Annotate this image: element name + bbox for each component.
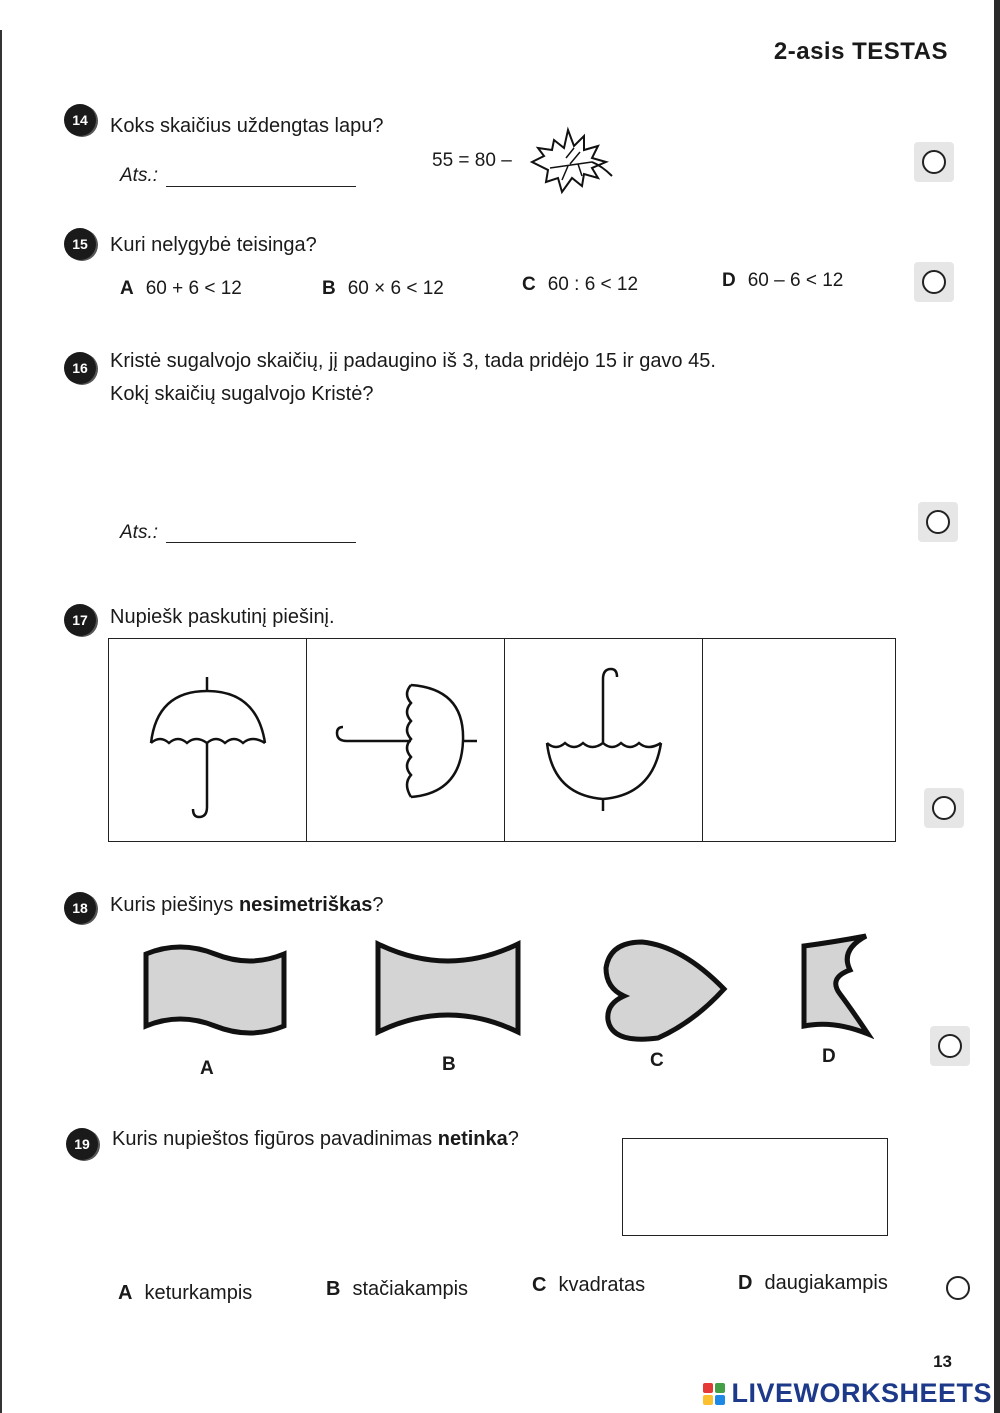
rectangle-figure (622, 1138, 888, 1236)
score-circle-17[interactable] (924, 788, 964, 828)
score-circle-18[interactable] (930, 1026, 970, 1066)
shape-b-bowtie[interactable] (372, 938, 524, 1038)
score-circle-15[interactable] (914, 262, 954, 302)
maple-leaf-icon (522, 122, 614, 198)
pattern-frame-row (108, 638, 896, 842)
question-16-line-2: Kokį skaičių sugalvojo Kristė? (110, 383, 374, 405)
score-circle-icon (922, 270, 946, 294)
score-circle-icon (938, 1034, 962, 1058)
score-circle-19[interactable] (938, 1268, 978, 1308)
question-14-text: Koks skaičius uždengtas lapu? (110, 115, 384, 137)
answer-line-16[interactable] (166, 542, 356, 543)
question-number-16: 16 (64, 352, 96, 384)
option-15-d[interactable]: D 60 – 6 < 12 (722, 270, 844, 291)
question-number-18: 18 (64, 892, 96, 924)
pattern-cell-answer[interactable] (703, 639, 895, 841)
page-number: 13 (933, 1352, 952, 1371)
option-19-b[interactable]: B stačiakampis (326, 1278, 469, 1300)
umbrella-down-icon (505, 639, 702, 839)
test-title: 2-asis TESTAS (773, 38, 948, 65)
question-16-line-1: Kristė sugalvojo skaičių, jį padaugino iš 3, tada pridėjo 15 ir gavo 45. (110, 350, 716, 372)
shape-c-label: C (650, 1050, 664, 1071)
question-15-text: Kuri nelygybė teisinga? (110, 234, 317, 256)
umbrella-up-icon (109, 639, 306, 839)
score-circle-icon (926, 510, 950, 534)
question-number-19: 19 (66, 1128, 98, 1160)
pattern-cell-3 (505, 639, 703, 841)
score-circle-icon (922, 150, 946, 174)
question-19-text: Kuris nupieštos figūros pavadinimas netinka? (112, 1128, 519, 1150)
pattern-cell-2 (307, 639, 505, 841)
score-circle-icon (932, 796, 956, 820)
logo-square-red (703, 1383, 713, 1393)
equation-14: 55 = 80 – (432, 150, 512, 171)
shape-c-heart[interactable] (598, 934, 730, 1044)
option-15-c[interactable]: C 60 : 6 < 12 (522, 274, 639, 295)
option-19-d[interactable]: D daugiakampis (738, 1272, 888, 1294)
score-circle-icon (946, 1276, 970, 1300)
brand-watermark[interactable] (703, 1378, 992, 1409)
pattern-cell-1 (109, 639, 307, 841)
shape-a-wave[interactable] (140, 940, 290, 1040)
question-17-text: Nupiešk paskutinį piešinį. (110, 606, 335, 628)
option-15-b[interactable]: B 60 × 6 < 12 (322, 278, 444, 299)
logo-square-yellow (703, 1395, 713, 1405)
brand-text: LIVEWORKSHEETS (731, 1378, 992, 1408)
question-number-15: 15 (64, 228, 96, 260)
question-number-14: 14 (64, 104, 96, 136)
question-number-17: 17 (64, 604, 96, 636)
score-circle-16[interactable] (918, 502, 958, 542)
answer-label-14: Ats.: (120, 165, 159, 186)
option-19-c[interactable]: C kvadratas (532, 1274, 646, 1296)
page-edge-right (994, 0, 1000, 1413)
shape-a-label: A (200, 1058, 214, 1079)
question-18-text: Kuris piešinys nesimetriškas? (110, 894, 384, 916)
option-19-a[interactable]: A keturkampis (118, 1282, 253, 1304)
option-15-a[interactable]: A 60 + 6 < 12 (120, 278, 242, 299)
shape-d-crescent[interactable] (794, 930, 874, 1040)
logo-square-blue (715, 1395, 725, 1405)
liveworksheets-logo-icon (703, 1383, 725, 1405)
answer-label-16: Ats.: (120, 522, 159, 543)
answer-line-14[interactable] (166, 186, 356, 187)
page-edge-left (0, 30, 2, 1413)
umbrella-right-icon (307, 639, 504, 839)
shape-b-label: B (442, 1054, 456, 1075)
score-circle-14[interactable] (914, 142, 954, 182)
shape-d-label: D (822, 1046, 836, 1067)
logo-square-green (715, 1383, 725, 1393)
